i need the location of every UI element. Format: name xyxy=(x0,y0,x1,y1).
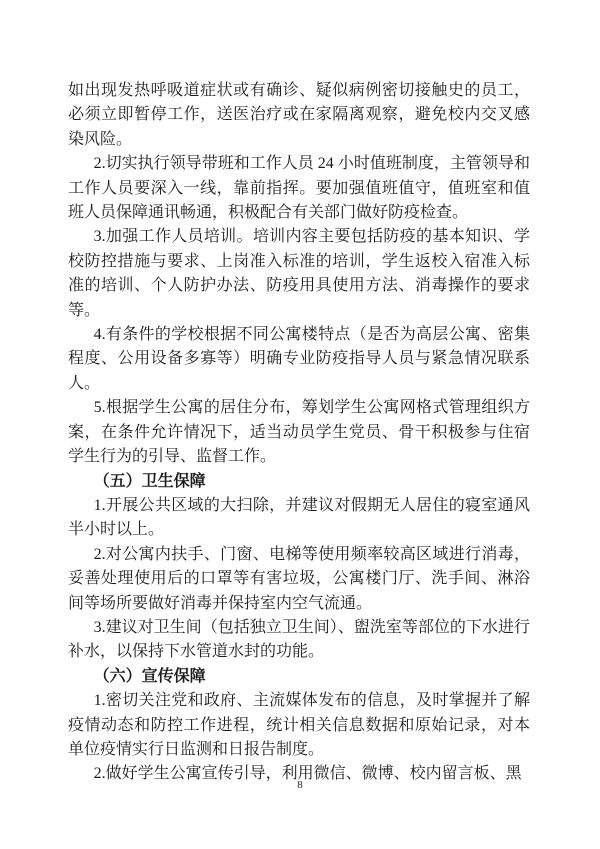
section-heading-publicity: （六）宣传保障 xyxy=(93,667,206,685)
body-paragraph: 4.有条件的学校根据不同公寓楼特点（是否为高层公寓、密集程度、公用设备多寡等）明确专业防疫指导人员与紧急情况联系人。 xyxy=(68,326,530,392)
body-paragraph: 1.密切关注党和政府、主流媒体发布的信息，及时掌握并了解疫情动态和防控工作进程，统计相关信息数据和原始记录，对本单位疫情实行日监测和日报告制度。 xyxy=(68,692,530,758)
document-body xyxy=(68,79,530,787)
body-paragraph: 3.建议对卫生间（包括独立卫生间）、盥洗室等部位的下水进行补水，以保持下水管道水封的功能。 xyxy=(68,618,530,661)
body-paragraph: 5.根据学生公寓的居住分布，筹划学生公寓网格式管理组织方案，在条件允许情况下，适当动员学生党员、骨干积极参与住宿学生行为的引导、监督工作。 xyxy=(68,399,530,466)
page-number: 8 xyxy=(297,779,303,791)
body-paragraph: 2.对公寓内扶手、门窗、电梯等使用频率较高区域进行消毒，妥善处理使用后的口罩等有害垃圾，公寓楼门厅、洗手间、淋浴间等场所要做好消毒并保持室内空气流通。 xyxy=(68,545,530,612)
section-heading-hygiene: （五）卫生保障 xyxy=(93,472,206,490)
body-paragraph: 2.做好学生公寓宣传引导，利用微信、微博、校内留言板、黑 xyxy=(93,765,522,783)
body-paragraph: 1.开展公共区域的大扫除，并建议对假期无人居住的寝室通风半小时以上。 xyxy=(68,496,530,539)
body-paragraph: 3.加强工作人员培训。培训内容主要包括防疫的基本知识、学校防控措施与要求、上岗准入标准的培训，学生返校入宿准入标准的培训、个人防护办法、防疫用具使用方法、消毒操作的要求等。 xyxy=(68,228,530,319)
body-paragraph: 2.切实执行领导带班和工作人员 24 小时值班制度，主管领导和工作人员要深入一线，靠前指挥。要加强值班值守，值班室和值班人员保障通讯畅通，积极配合有关部门做好防疫检查。 xyxy=(68,155,530,222)
body-paragraph: 如出现发热呼吸道症状或有确诊、疑似病例密切接触史的员工，必须立即暂停工作，送医治疗或在家隔离观察，避免校内交叉感染风险。 xyxy=(68,82,530,148)
